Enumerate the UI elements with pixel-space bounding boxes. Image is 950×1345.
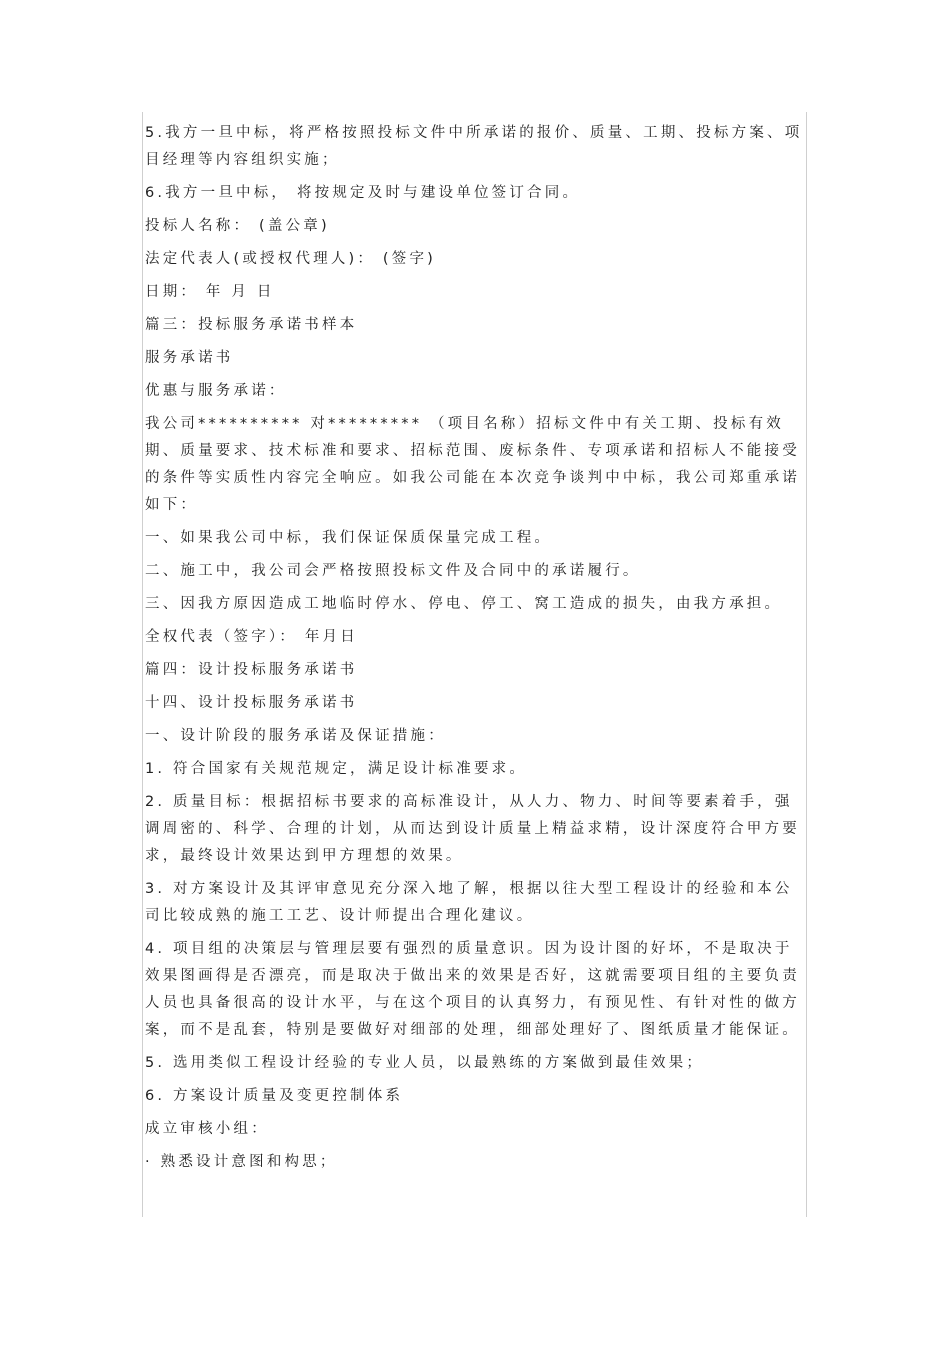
section-heading-3: 篇三：投标服务承诺书样本 <box>145 317 358 333</box>
design-item-5: 5. 选用类似工程设计经验的专业人员，以最熟练的方案做到最佳效果； <box>145 1055 705 1071</box>
design-commitment-title: 十四、设计投标服务承诺书 <box>145 695 358 711</box>
date-line: 日期： 年 月 日 <box>145 284 275 300</box>
design-item-3: 3. 对方案设计及其评审意见充分深入地了解，根据以往大型工程设计的经验和本公司比较成熟的施工工艺、设计师提出合理化建议。 <box>145 881 793 924</box>
review-bullet-1: · 熟悉设计意图和构思； <box>145 1154 338 1170</box>
legal-representative-line: 法定代表人(或授权代理人)： (签字) <box>145 251 437 267</box>
right-margin-rule <box>806 112 807 1217</box>
commitment-item-3: 三、因我方原因造成工地临时停水、停电、停工、窝工造成的损失，由我方承担。 <box>145 596 783 612</box>
signature-line: 全权代表（签字）： 年月日 <box>145 629 358 645</box>
design-stage-heading: 一、设计阶段的服务承诺及保证措施： <box>145 728 446 744</box>
bidder-name-line: 投标人名称： (盖公章) <box>145 218 330 234</box>
company-response-paragraph: 我公司********** 对********* （项目名称）招标文件中有关工期、投标有效期、质量要求、技术标准和要求、招标范围、废标条件、专项承诺和招标人不能接受的条件等实质性内容完全响应。如我公司能在本次竞争谈判中中标，我公司郑重承诺如下： <box>145 416 800 513</box>
service-commitment-title: 服务承诺书 <box>145 350 234 366</box>
paragraph-commitment-5: 5.我方一旦中标，将严格按照投标文件中所承诺的报价、质量、工期、投标方案、项目经理等内容组织实施； <box>145 125 803 168</box>
commitment-item-1: 一、如果我公司中标，我们保证保质保量完成工程。 <box>145 530 553 546</box>
paragraph-commitment-6: 6.我方一旦中标， 将按规定及时与建设单位签订合同。 <box>145 185 581 201</box>
design-item-1: 1. 符合国家有关规范规定，满足设计标准要求。 <box>145 761 528 777</box>
design-item-4: 4. 项目组的决策层与管理层要有强烈的质量意识。因为设计图的好坏，不是取决于效果图画得是否漂亮，而是取决于做出来的效果是否好，这就需要项目组的主要负责人员也具备很高的设计水平，与在这个项目的认真努力，有预见性、有针对性的做方案，而不是乱套，特别是要做好对细部的处理，细部处理好了、图纸质量才能保证。 <box>145 941 800 1038</box>
discount-service-heading: 优惠与服务承诺： <box>145 383 287 399</box>
left-margin-rule <box>142 112 143 1217</box>
design-item-2: 2. 质量目标：根据招标书要求的高标准设计，从人力、物力、时间等要素着手，强调周密的、科学、合理的计划，从而达到设计质量上精益求精，设计深度符合甲方要求，最终设计效果达到甲方理想的效果。 <box>145 794 800 864</box>
design-item-6: 6. 方案设计质量及变更控制体系 <box>145 1088 404 1104</box>
commitment-item-2: 二、施工中，我公司会严格按照投标文件及合同中的承诺履行。 <box>145 563 641 579</box>
document-body <box>145 120 805 1182</box>
section-heading-4: 篇四：设计投标服务承诺书 <box>145 662 358 678</box>
review-group-heading: 成立审核小组： <box>145 1121 269 1137</box>
